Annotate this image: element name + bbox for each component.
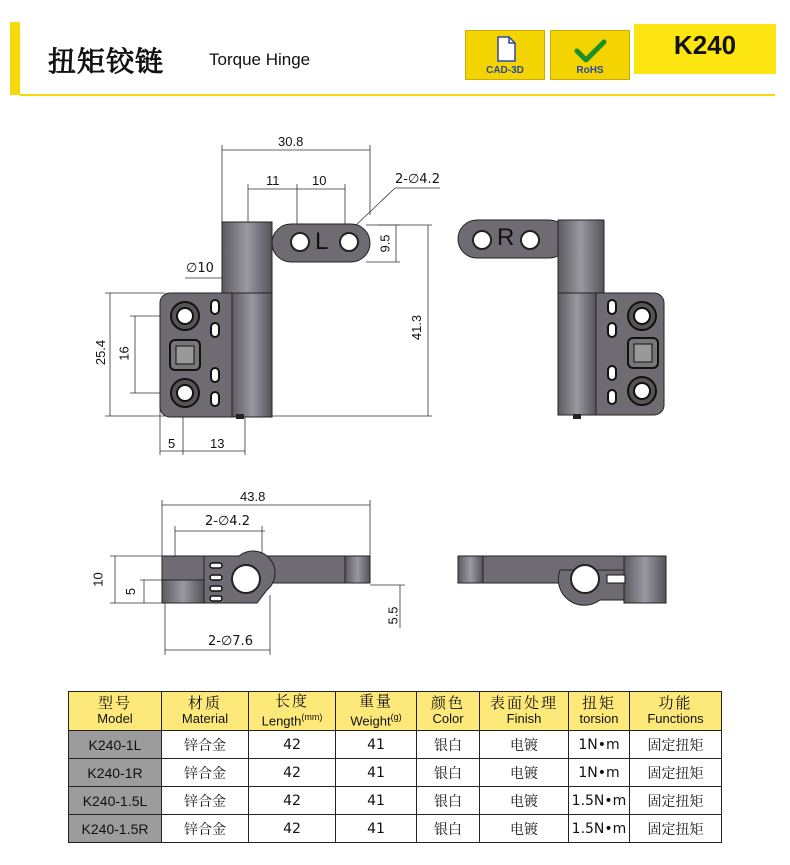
cell-length: 42: [249, 787, 336, 815]
dim-side-h1: 10: [90, 572, 106, 587]
col-color: 颜色 Color: [417, 692, 480, 731]
col-finish: 表面处理 Finish: [480, 692, 569, 731]
cell-material: 锌合金: [162, 731, 249, 759]
table-row: [69, 787, 722, 815]
cell-weight: 41: [336, 731, 417, 759]
dim-side-holes: 2-∅4.2: [205, 514, 250, 529]
side-view-right: [458, 556, 666, 605]
cell-color: 银白: [417, 731, 480, 759]
cell-length: 42: [249, 815, 336, 843]
cell-weight: 41: [336, 787, 417, 815]
product-code: K240: [673, 30, 737, 60]
dim-holes: 2-∅4.2: [395, 172, 440, 187]
cell-length: 42: [249, 731, 336, 759]
cell-torsion: 1N•m: [569, 759, 630, 787]
mark-left: L: [315, 228, 329, 255]
table-header-row: [69, 692, 722, 731]
dim-seg-a: 11: [266, 173, 280, 188]
cell-torsion: 1N•m: [569, 731, 630, 759]
cell-color: 银白: [417, 787, 480, 815]
dim-side-length: 43.8: [240, 489, 266, 504]
cell-finish: 电镀: [480, 787, 569, 815]
cell-finish: 电镀: [480, 759, 569, 787]
dim-side-h2: 5: [123, 587, 139, 596]
side-view-left: [162, 551, 370, 603]
dim-hole-pitch: 16: [116, 346, 132, 361]
cell-weight: 41: [336, 759, 417, 787]
cell-finish: 电镀: [480, 815, 569, 843]
cell-material: 锌合金: [162, 815, 249, 843]
cell-model: K240-1.5L: [69, 787, 162, 815]
cell-color: 银白: [417, 759, 480, 787]
cell-model: K240-1R: [69, 759, 162, 787]
cell-material: 锌合金: [162, 787, 249, 815]
spec-table: [68, 691, 722, 843]
col-torsion: 扭矩 torsion: [569, 692, 630, 731]
dim-off-a: 5: [168, 436, 176, 451]
cell-finish: 电镀: [480, 731, 569, 759]
cad-3d-label: CAD-3D: [486, 65, 524, 76]
col-material: 材质 Material: [162, 692, 249, 731]
table-row: [69, 815, 722, 843]
dim-side-t: 5.5: [385, 606, 401, 625]
table-row: [69, 759, 722, 787]
cell-length: 42: [249, 759, 336, 787]
cell-function: 固定扭矩: [630, 787, 722, 815]
dim-off-b: 13: [210, 436, 225, 451]
front-view-left: [160, 222, 370, 419]
col-weight: 重量 Weight$^{(g)}$: [336, 692, 417, 731]
dim-total-height: 41.3: [409, 314, 425, 341]
dim-top-width: 30.8: [278, 134, 304, 149]
col-model: 型号 Model: [69, 692, 162, 731]
dim-plate-height: 25.4: [93, 339, 109, 366]
dim-pin-dia: ∅10: [186, 261, 214, 276]
page-subtitle: Torque Hinge: [209, 50, 311, 69]
cell-weight: 41: [336, 815, 417, 843]
cell-model: K240-1L: [69, 731, 162, 759]
front-view-right: [458, 220, 664, 419]
cell-model: K240-1.5R: [69, 815, 162, 843]
col-length: 长度 Length$^{(mm)}$: [249, 692, 336, 731]
cell-torsion: 1.5N•m: [569, 787, 630, 815]
table-row: [69, 731, 722, 759]
col-functions: 功能 Functions: [630, 692, 722, 731]
cell-function: 固定扭矩: [630, 815, 722, 843]
dim-seg-b: 10: [312, 173, 327, 188]
dim-tab-height: 9.5: [377, 234, 393, 253]
cell-color: 银白: [417, 815, 480, 843]
mark-right: R: [497, 224, 515, 251]
page-title: 扭矩铰链: [48, 45, 165, 78]
cell-function: 固定扭矩: [630, 731, 722, 759]
rohs-label: RoHS: [576, 65, 604, 76]
cell-function: 固定扭矩: [630, 759, 722, 787]
cell-torsion: 1.5N•m: [569, 815, 630, 843]
cell-material: 锌合金: [162, 759, 249, 787]
dim-side-big-holes: 2-∅7.6: [208, 634, 253, 649]
